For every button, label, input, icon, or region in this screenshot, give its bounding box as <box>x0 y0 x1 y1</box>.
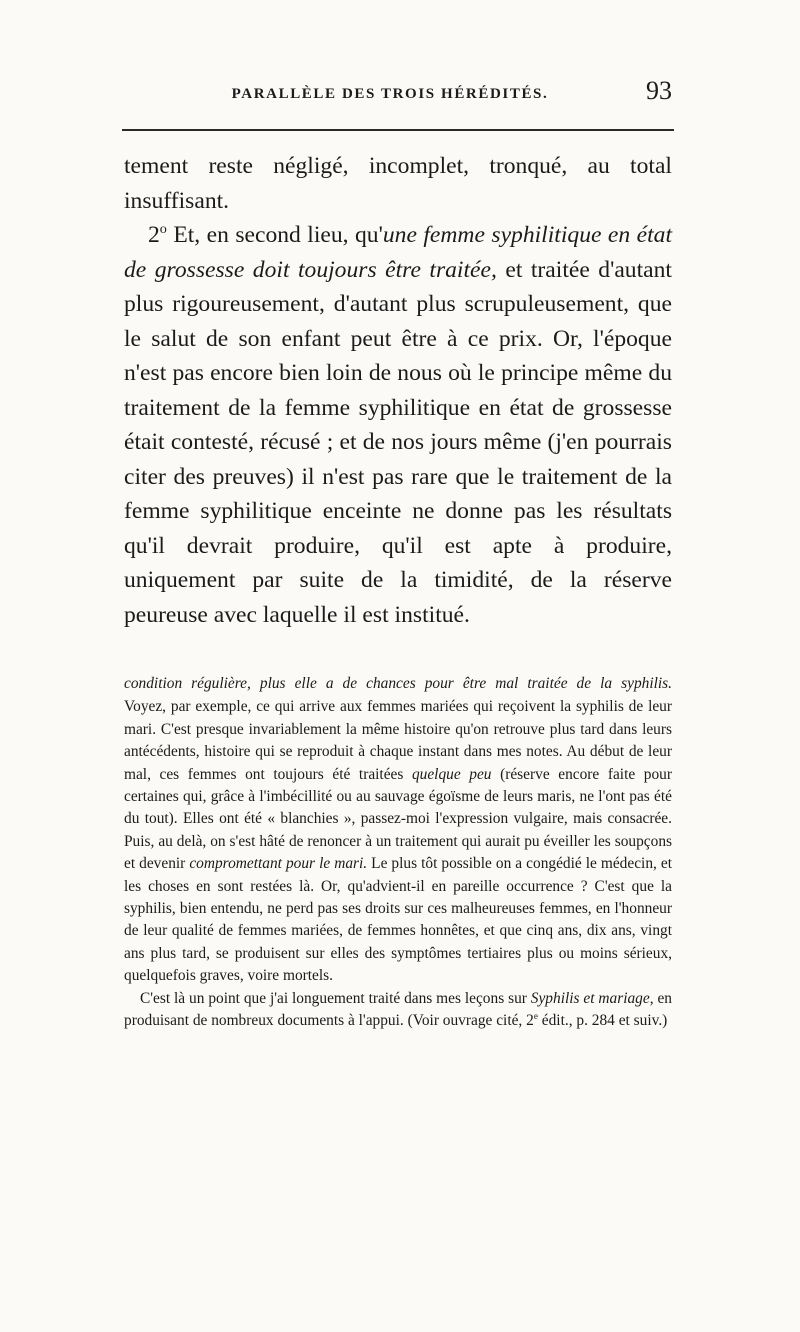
footnote-p1-end: Le plus tôt possible on a congédié le médecin, et les choses en sont restées là. Or, qu'advient-il en pareille occurrence ? C'est que la syphilis, bien entendu, ne perd pas ses droits sur ces malheureuses femmes, en l'honneur de leur qualité de femmes mariées, de femmes honnêtes, et que cinq ans, dix ans, vingt ans plus tard, se produisent sur elles des symptômes tertiaires plus ou moins sérieux, quelquefois graves, voire mortels. <box>124 855 672 985</box>
page-number: 93 <box>646 76 672 105</box>
paragraph-2-ordinal: o <box>159 221 167 238</box>
paragraph-1-text: tement reste négligé, incomplet, tronqué, au total insuffisant. <box>124 153 672 214</box>
footnote-caption: condition régulière, plus elle a de chances pour être mal traitée de la syphilis. <box>124 675 672 692</box>
paragraph-2-italic: une femme syphilitique en état de grossesse doit toujours être traitée, <box>124 222 672 283</box>
paragraph-2-lead: Et, en second lieu, qu' <box>166 222 383 248</box>
footnote-p2-middle: , en produisant de nombreux documents à l'appui. (Voir ouvrage cité, 2 <box>124 989 672 1030</box>
footnote-p1-italic-1: quelque peu <box>411 765 492 783</box>
running-title: PARALLÈLE DES TROIS HÉRÉDITÉS. <box>231 86 549 102</box>
header-rule <box>122 129 674 131</box>
footnote-p2-ordinal: e <box>533 1010 538 1021</box>
footnote-paragraph-1 <box>124 696 672 987</box>
footnote-p2-end: édit., p. 284 et suiv.) <box>537 1012 668 1030</box>
paragraph-1 <box>124 149 672 218</box>
paragraph-2 <box>124 218 672 632</box>
main-text <box>124 149 672 632</box>
footnote-p1-lead: Voyez, par exemple, ce qui arrive aux femmes mariées qui reçoivent la syphilis de leur mari. C'est presque invariablement la même histoire qu'on retrouve plus tard dans leurs antécédents, histoire qui se reproduit à chaque instant dans mes notes. Au début de leur mal, ces femmes ont toujours été traitées <box>124 698 672 783</box>
footnote-p2-lead: C'est là un point que j'ai longuement traité dans mes leçons sur <box>140 989 531 1007</box>
footnote-p1-italic-2: compromettant pour le mari. <box>189 855 368 873</box>
paragraph-2-rest: et traitée d'autant plus rigoureusement, d'autant plus scrupuleusement, que le salut de son enfant peut être à ce prix. Or, l'époque n'est pas encore bien loin de nous où le principe même du traitement de la femme syphilitique en état de grossesse était contesté, récusé ; et de nos jours même (j'en pourrais citer des preuves) il n'est pas rare que le traitement de la femme syphilitique enceinte ne donne pas les résultats qu'il devrait produire, qu'il est apte à produire, uniquement par suite de la timidité, de la réserve peureuse avec laquelle il est institué. <box>124 256 672 628</box>
footnote-block <box>124 673 672 1033</box>
footnote-p1-middle: (réserve encore faite pour certaines qui, grâce à l'imbécillité ou au sauvage égoïsme de leurs maris, ne l'ont pas été du tout). Elles ont été « blanchies », passez-moi l'expression vulgaire, mais consacrée. Puis, au delà, on s'est hâté de renoncer à un traitement qui aurait pu éveiller les soupçons et devenir <box>124 765 672 873</box>
footnote-p2-italic: Syphilis et mariage <box>530 989 650 1007</box>
footnote-paragraph-2 <box>124 988 672 1033</box>
paragraph-2-number: 2 <box>148 222 160 248</box>
